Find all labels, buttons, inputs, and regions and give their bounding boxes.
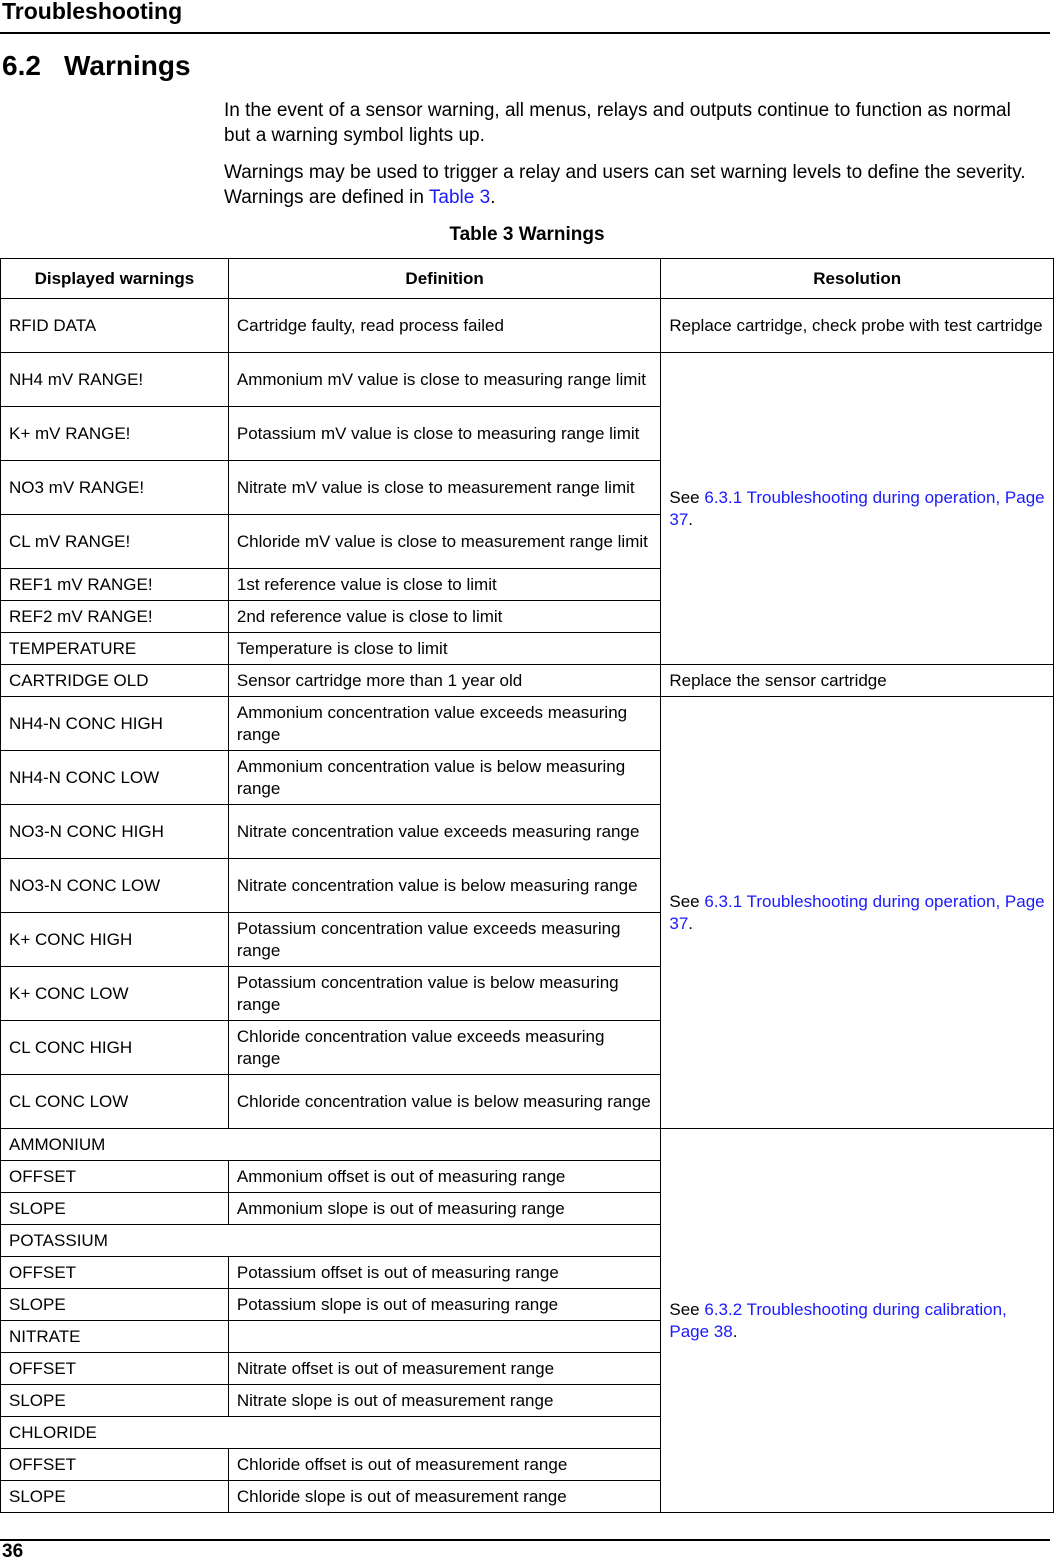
definition-cell: Nitrate concentration value exceeds measuring range bbox=[228, 805, 661, 859]
header-resolution: Resolution bbox=[661, 259, 1054, 299]
warnings-paragraph bbox=[224, 160, 1034, 210]
definition-cell: Ammonium mV value is close to measuring range limit bbox=[228, 353, 661, 407]
section-title bbox=[2, 50, 191, 82]
definition-cell: Nitrate offset is out of measurement range bbox=[228, 1353, 661, 1385]
warning-cell: OFFSET bbox=[1, 1257, 229, 1289]
table-row bbox=[1, 353, 1054, 407]
table-3-link[interactable]: Table 3 bbox=[428, 187, 491, 208]
footer-rule bbox=[0, 1539, 1050, 1541]
warnings-paragraph-text: Warnings may be used to trigger a relay and users can set warning levels to define the severity. Warnings are defined in bbox=[224, 162, 1026, 208]
definition-cell: Potassium concentration value is below measuring range bbox=[228, 967, 661, 1021]
resolution-prefix: See bbox=[669, 891, 705, 911]
definition-cell: Chloride slope is out of measurement range bbox=[228, 1481, 661, 1513]
running-header: Troubleshooting bbox=[2, 0, 183, 24]
definition-cell: Ammonium slope is out of measuring range bbox=[228, 1193, 661, 1225]
section-heading: Warnings bbox=[64, 50, 191, 81]
resolution-prefix: See bbox=[669, 1299, 705, 1319]
operation-troubleshooting-link[interactable]: 6.3.1 Troubleshooting during operation, Page 37 bbox=[669, 487, 1045, 529]
warning-cell: NO3 mV RANGE! bbox=[1, 461, 229, 515]
warning-cell: TEMPERATURE bbox=[1, 633, 229, 665]
warning-cell: NO3-N CONC HIGH bbox=[1, 805, 229, 859]
resolution-suffix: . bbox=[688, 913, 694, 933]
group-heading-cell: POTASSIUM bbox=[1, 1225, 661, 1257]
table-row bbox=[1, 1129, 1054, 1161]
definition-cell: 2nd reference value is close to limit bbox=[228, 601, 661, 633]
header-displayed-warnings: Displayed warnings bbox=[1, 259, 229, 299]
definition-cell: Nitrate concentration value is below measuring range bbox=[228, 859, 661, 913]
definition-cell bbox=[228, 1321, 661, 1353]
definition-cell: Chloride mV value is close to measurement range limit bbox=[228, 515, 661, 569]
definition-cell: Nitrate slope is out of measurement range bbox=[228, 1385, 661, 1417]
table-row bbox=[1, 299, 1054, 353]
warning-cell: NITRATE bbox=[1, 1321, 229, 1353]
definition-cell: Chloride concentration value is below measuring range bbox=[228, 1075, 661, 1129]
warning-cell: NH4-N CONC LOW bbox=[1, 751, 229, 805]
definition-cell: Chloride concentration value exceeds measuring range bbox=[228, 1021, 661, 1075]
warning-cell: CL CONC LOW bbox=[1, 1075, 229, 1129]
resolution-cell: Replace cartridge, check probe with test cartridge bbox=[661, 299, 1054, 353]
intro-paragraph: In the event of a sensor warning, all menus, relays and outputs continue to function as normal but a warning symbol lights up. bbox=[224, 100, 1011, 146]
definition-cell: Ammonium concentration value exceeds measuring range bbox=[228, 697, 661, 751]
header-rule bbox=[0, 32, 1050, 34]
header-definition: Definition bbox=[228, 259, 661, 299]
warnings-table bbox=[0, 258, 1054, 1513]
warning-cell: SLOPE bbox=[1, 1385, 229, 1417]
warning-cell: NO3-N CONC LOW bbox=[1, 859, 229, 913]
resolution-cell-mv-range bbox=[661, 353, 1054, 665]
warning-cell: NH4 mV RANGE! bbox=[1, 353, 229, 407]
warning-cell: CL CONC HIGH bbox=[1, 1021, 229, 1075]
warning-cell: REF1 mV RANGE! bbox=[1, 569, 229, 601]
definition-cell: Potassium concentration value exceeds measuring range bbox=[228, 913, 661, 967]
warning-cell: OFFSET bbox=[1, 1161, 229, 1193]
warning-cell: CL mV RANGE! bbox=[1, 515, 229, 569]
table-row bbox=[1, 697, 1054, 751]
resolution-suffix: . bbox=[688, 509, 694, 529]
warning-cell: K+ mV RANGE! bbox=[1, 407, 229, 461]
definition-cell: Potassium mV value is close to measuring range limit bbox=[228, 407, 661, 461]
warning-cell: NH4-N CONC HIGH bbox=[1, 697, 229, 751]
calibration-troubleshooting-link[interactable]: 6.3.2 Troubleshooting during calibration, Page 38 bbox=[669, 1299, 1007, 1341]
warning-cell: SLOPE bbox=[1, 1193, 229, 1225]
warning-cell: SLOPE bbox=[1, 1289, 229, 1321]
warnings-paragraph-end: . bbox=[490, 187, 496, 208]
group-heading-cell: AMMONIUM bbox=[1, 1129, 661, 1161]
resolution-suffix: . bbox=[732, 1321, 738, 1341]
definition-cell: Potassium slope is out of measuring range bbox=[228, 1289, 661, 1321]
definition-cell: Ammonium offset is out of measuring range bbox=[228, 1161, 661, 1193]
table-header-row bbox=[1, 259, 1054, 299]
page-number: 36 bbox=[2, 1541, 24, 1562]
definition-cell: 1st reference value is close to limit bbox=[228, 569, 661, 601]
group-heading-cell: CHLORIDE bbox=[1, 1417, 661, 1449]
section-number: 6.2 bbox=[2, 50, 41, 81]
warning-cell: SLOPE bbox=[1, 1481, 229, 1513]
resolution-prefix: See bbox=[669, 487, 705, 507]
operation-troubleshooting-link[interactable]: 6.3.1 Troubleshooting during operation, Page 37 bbox=[669, 891, 1045, 933]
warning-cell: OFFSET bbox=[1, 1449, 229, 1481]
warning-cell: REF2 mV RANGE! bbox=[1, 601, 229, 633]
table-caption: Table 3 Warnings bbox=[449, 224, 605, 245]
resolution-cell: Replace the sensor cartridge bbox=[661, 665, 1054, 697]
warning-cell: RFID DATA bbox=[1, 299, 229, 353]
definition-cell: Nitrate mV value is close to measurement range limit bbox=[228, 461, 661, 515]
definition-cell: Sensor cartridge more than 1 year old bbox=[228, 665, 661, 697]
definition-cell: Temperature is close to limit bbox=[228, 633, 661, 665]
resolution-cell-calibration bbox=[661, 1129, 1054, 1513]
warning-cell: K+ CONC LOW bbox=[1, 967, 229, 1021]
resolution-cell-conc bbox=[661, 697, 1054, 1129]
definition-cell: Ammonium concentration value is below measuring range bbox=[228, 751, 661, 805]
definition-cell: Cartridge faulty, read process failed bbox=[228, 299, 661, 353]
table-row bbox=[1, 665, 1054, 697]
warning-cell: OFFSET bbox=[1, 1353, 229, 1385]
definition-cell: Potassium offset is out of measuring range bbox=[228, 1257, 661, 1289]
definition-cell: Chloride offset is out of measurement range bbox=[228, 1449, 661, 1481]
warning-cell: CARTRIDGE OLD bbox=[1, 665, 229, 697]
warning-cell: K+ CONC HIGH bbox=[1, 913, 229, 967]
